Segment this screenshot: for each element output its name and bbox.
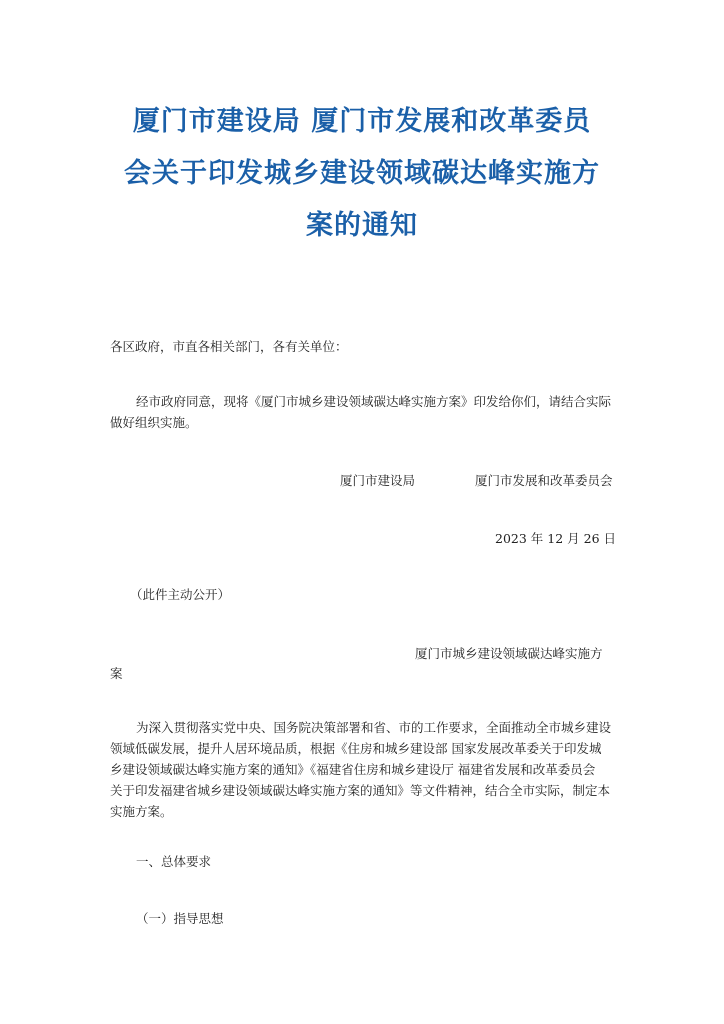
- document-date: 2023 年 12 月 26 日: [495, 531, 616, 546]
- body-paragraph-2-line-3: 乡建设领域碳达峰实施方案的通知》《福建省住房和城乡建设厅 福建省发展和改革委员会: [110, 762, 596, 777]
- signature-org-1: 厦门市建设局: [340, 473, 416, 488]
- body-paragraph-1-line-2: 做好组织实施。: [110, 415, 198, 430]
- body-paragraph-1-line-1: 经市政府同意，现将《厦门市城乡建设领域碳达峰实施方案》印发给你们，请结合实际: [136, 394, 612, 409]
- title-line-1: 厦门市建设局 厦门市发展和改革委员: [132, 106, 592, 137]
- public-notice: （此件主动公开）: [130, 587, 231, 602]
- document-title: [100, 96, 624, 252]
- body-paragraph-2-line-5: 实施方案。: [110, 804, 173, 819]
- section-heading-1: 一、总体要求: [136, 854, 212, 869]
- body-paragraph-2-line-1: 为深入贯彻落实党中央、国务院决策部署和省、市的工作要求，全面推动全市城乡建设: [136, 720, 612, 735]
- signature-org-2: 厦门市发展和改革委员会: [475, 473, 613, 488]
- subsection-heading-1: （一）指导思想: [136, 911, 224, 926]
- attachment-title-part-2: 案: [110, 666, 123, 681]
- salutation: 各区政府，市直各相关部门，各有关单位：: [110, 339, 348, 354]
- body-paragraph-2-line-2: 领域低碳发展，提升人居环境品质，根据《住房和城乡建设部 国家发展改革委关于印发城: [110, 741, 602, 756]
- body-paragraph-2-line-4: 关于印发福建省城乡建设领域碳达峰实施方案的通知》等文件精神，结合全市实际，制定本: [110, 783, 611, 798]
- title-line-3: 案的通知: [306, 210, 418, 241]
- title-line-2: 会关于印发城乡建设领域碳达峰实施方: [124, 158, 600, 189]
- attachment-title-part-1: 厦门市城乡建设领域碳达峰实施方: [415, 646, 603, 661]
